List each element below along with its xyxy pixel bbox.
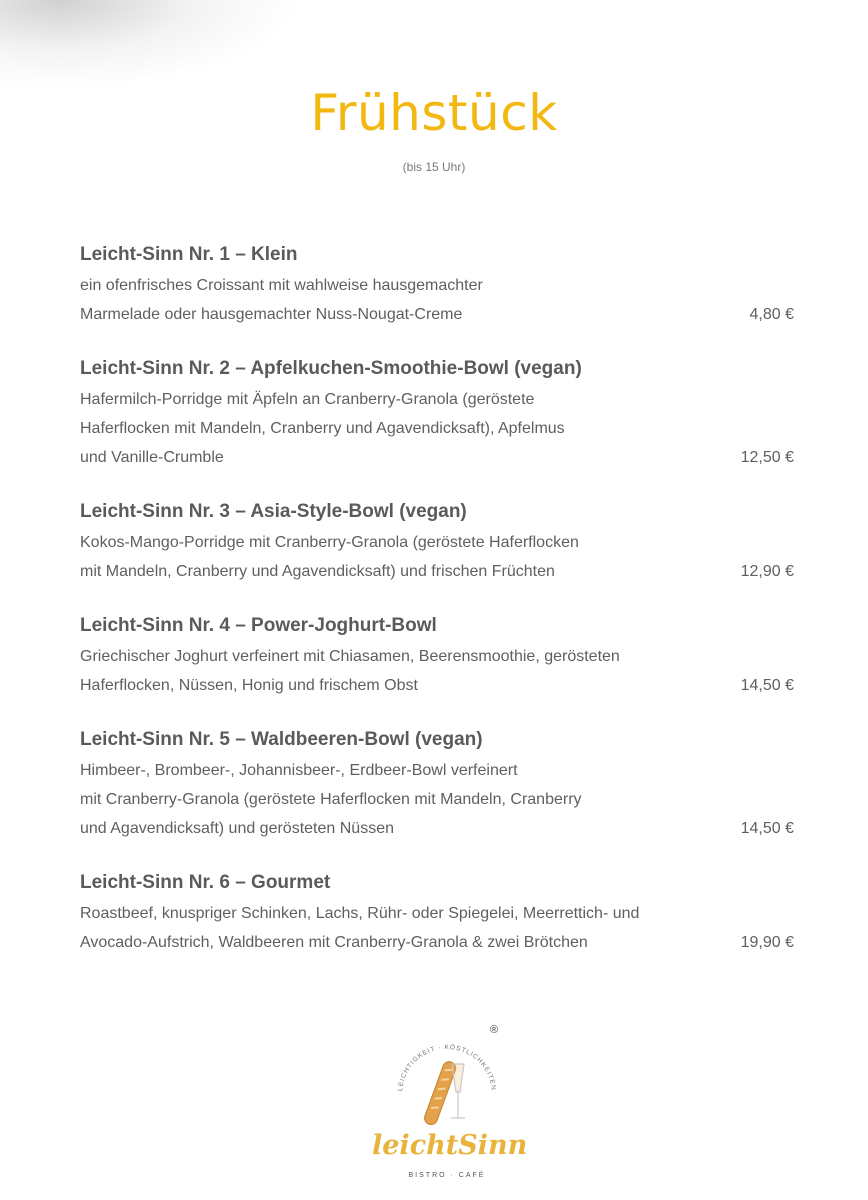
logo-tagline: BISTRO · CAFÉ	[408, 1172, 486, 1179]
menu-item-name: Leicht-Sinn Nr. 3 – Asia-Style-Bowl (vegan)	[80, 501, 467, 522]
menu-list	[80, 240, 794, 982]
logo-ring-text: LEICHTIGKEIT · KÖSTLICHKEITEN	[397, 1043, 497, 1092]
menu-item-price: 14,50 €	[740, 677, 794, 694]
menu-item-price: 12,90 €	[740, 563, 794, 580]
menu-item-price: 4,80 €	[749, 306, 794, 323]
menu-item-description: Himbeer-, Brombeer-, Johannisbeer-, Erdbeer-Bowl verfeinert mit Cranberry-Granola (geröstete Haferflocken mit Mandeln, Cranberry und Agavendicksaft) und gerösteten Nüssen	[80, 762, 582, 837]
menu-item-name: Leicht-Sinn Nr. 4 – Power-Joghurt-Bowl	[80, 615, 437, 636]
svg-text:LEICHTIGKEIT · KÖSTLICHKEITEN	[372, 1022, 497, 1094]
menu-item-name: Leicht-Sinn Nr. 5 – Waldbeeren-Bowl (vegan)	[80, 729, 483, 750]
menu-item	[80, 497, 794, 586]
menu-item-price: 19,90 €	[740, 934, 794, 951]
page-subtitle: (bis 15 Uhr)	[402, 160, 466, 174]
menu-item	[80, 725, 794, 843]
logo-wordmark: leichtSinn	[372, 1130, 528, 1161]
menu-item-description: ein ofenfrisches Croissant mit wahlweise hausgemachter Marmelade oder hausgemachter Nuss-Nougat-Creme	[80, 277, 483, 323]
menu-item-description: Roastbeef, knuspriger Schinken, Lachs, Rühr- oder Spiegelei, Meerrettich- und Avocado-Aufstrich, Waldbeeren mit Cranberry-Granola & zwei Brötchen	[80, 905, 640, 951]
logo-emblem-icon	[372, 1022, 522, 1132]
menu-item-description: Kokos-Mango-Porridge mit Cranberry-Granola (geröstete Haferflocken mit Mandeln, Cranberry und Agavendicksaft) und frischen Früchten	[80, 534, 579, 580]
menu-item	[80, 611, 794, 700]
brand-logo	[372, 1022, 528, 1192]
menu-item	[80, 868, 794, 957]
menu-item-description: Hafermilch-Porridge mit Äpfeln an Cranberry-Granola (geröstete Haferflocken mit Mandeln, Cranberry und Agavendicksaft), Apfelmus und Vanille-Crumble	[80, 391, 565, 466]
registered-mark: ®	[490, 1024, 499, 1036]
menu-item-price: 12,50 €	[740, 449, 794, 466]
menu-item-name: Leicht-Sinn Nr. 6 – Gourmet	[80, 872, 331, 893]
menu-item-price: 14,50 €	[740, 820, 794, 837]
menu-item-description: Griechischer Joghurt verfeinert mit Chiasamen, Beerensmoothie, gerösteten Haferflocken, Nüssen, Honig und frischem Obst	[80, 648, 620, 694]
page-title: Frühstück	[310, 84, 558, 142]
menu-item	[80, 240, 794, 329]
page-shadow	[0, 0, 300, 90]
menu-item-name: Leicht-Sinn Nr. 1 – Klein	[80, 244, 298, 265]
menu-item-name: Leicht-Sinn Nr. 2 – Apfelkuchen-Smoothie-Bowl (vegan)	[80, 358, 582, 379]
menu-item	[80, 354, 794, 472]
